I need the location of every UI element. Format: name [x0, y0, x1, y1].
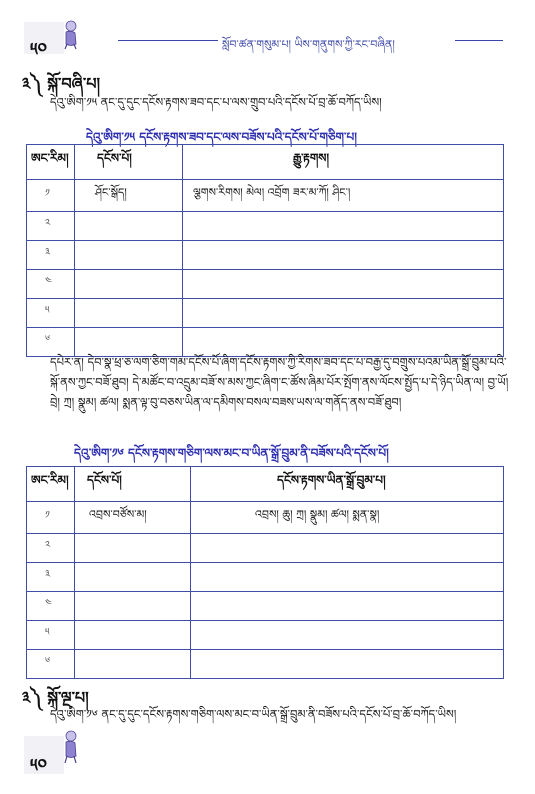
row-number: ༡	[27, 502, 75, 534]
material-cell[interactable]	[191, 534, 504, 563]
material-cell[interactable]	[191, 650, 504, 679]
page-number: ༥༠	[30, 40, 47, 60]
row-number: ༥	[27, 621, 75, 650]
section-intro	[24, 704, 514, 724]
section-intro	[24, 92, 514, 112]
paragraph-text: དཔེར་ན། དེབ་སྣ་ཕྲ་ཅ་ལག་ཅིག་གམ་དངོས་པོ་ཞིག་དངོས་རྟགས་ཀྱི་རིགས་ཟབ་དང་པ་བརྒྱ་དུ་བགྲུས་པའམ་ཡིན་སྒྲོ་བྲུམ་པའི་སྐོ་ནས་ཀྱང་བཟོ་ཐུབ། དེ་མཚོང་བ་འདྲུམ་བཟོ་ས་མས་ཀྱང་ཞིག་ང་ཚོས་ཞིམ་པོར་སྤོག་ནས་ལོངས་སྤྱོད་པ་དེ་ཉིད་ཡིན་ལ། བྱ་ཡོ། བྲེ། ཀྲ། སྣུམ། ཚལ། སྨན་ལྟ་བུ་བཅས་ཡིན་ལ་དམིགས་བསལ་བཟས་ཡས་ལ་གནོད་ནས་བཟོ་ཐུབ།	[50, 355, 509, 409]
table-caption: དེའུ་ཨིག་༡༥ དངོས་རྟགས་ཟབ་དང་ལས་བཟོས་པའི་དངོས་པོ་གཅིག་པ།	[86, 130, 357, 144]
header-rule-left	[118, 40, 218, 41]
table-row	[27, 592, 504, 621]
footer-page-number: ༥༠	[30, 756, 47, 776]
object-cell: འབྲས་བཙོས་མ།	[75, 502, 191, 534]
row-number: ༤	[27, 592, 75, 621]
material-cell[interactable]	[183, 299, 504, 328]
material-cell[interactable]	[191, 563, 504, 592]
column-header: དངོས་པོ།	[75, 467, 191, 502]
table-row	[27, 212, 504, 241]
explanation-paragraph	[24, 352, 514, 412]
mixture-table	[26, 466, 504, 679]
object-cell[interactable]	[75, 621, 191, 650]
material-cell[interactable]	[183, 212, 504, 241]
row-number: ༢	[27, 212, 75, 241]
column-header: དངོས་པོ།	[75, 145, 183, 180]
object-cell[interactable]	[75, 241, 183, 270]
table-row	[27, 563, 504, 592]
object-cell[interactable]	[75, 592, 191, 621]
material-cell[interactable]	[191, 621, 504, 650]
section-title-4: ༣༽ སྐོ་བཞི་པ།	[22, 74, 101, 93]
table-header-row	[27, 467, 504, 502]
table-row	[27, 650, 504, 679]
table-row	[27, 299, 504, 328]
intro-text: དེའུ་ཨིག་༡༥ ནང་དུ་དུང་དངོས་རྟགས་ཟབ་དང་པ་ལས་གྲུབ་པའི་དངོས་པོ་བྲ་ཆོ་བཀོད་ཡིས།	[50, 95, 382, 109]
running-title: སློབ་ཚན་གསུམ་པ། ཡིས་གནུགས་ཀྱི་རང་བཞིན།	[222, 38, 395, 51]
table-row	[27, 180, 504, 212]
object-cell[interactable]	[75, 212, 183, 241]
row-number: ༣	[27, 241, 75, 270]
column-header: རྒྱུ་རྟགས།	[183, 145, 504, 180]
row-number: ༢	[27, 534, 75, 563]
row-number: ༦	[27, 328, 75, 357]
table-row	[27, 270, 504, 299]
column-header: ཨང་རིམ།	[27, 145, 75, 180]
material-cell: འབྲས། ཆུ། ཀྲ། སྣུམ། ཚལ། སྨན་སྣ།	[191, 502, 504, 534]
object-cell[interactable]	[75, 563, 191, 592]
row-number: ༤	[27, 270, 75, 299]
row-number: ༡	[27, 180, 75, 212]
page-header	[0, 14, 535, 60]
object-cell: ཤོང་སྒོད།	[75, 180, 183, 212]
table-row	[27, 502, 504, 534]
material-cell: ལྕགས་རིགས། མེལ། འབྲོག ཟར་མ་ཀོ། ཤིང་།	[183, 180, 504, 212]
object-cell[interactable]	[75, 650, 191, 679]
table-caption: དེའུ་ཨིག་༡༦ དངོས་རྟགས་གཅིག་ལས་མང་བ་ཡིན་སྒྲོ་བྲུམ་ནི་བཟོས་པའི་དངོས་པོ།	[74, 446, 389, 460]
table-header-row	[27, 145, 504, 180]
object-cell[interactable]	[75, 299, 183, 328]
material-cell[interactable]	[183, 270, 504, 299]
row-number: ༦	[27, 650, 75, 679]
column-header: དངོས་རྟགས་ཡིན་སྒྲོ་བྲུམ་པ།	[191, 467, 504, 502]
column-header: ཨང་རིམ།	[27, 467, 75, 502]
material-cell[interactable]	[183, 241, 504, 270]
material-table	[26, 144, 504, 357]
material-cell[interactable]	[191, 592, 504, 621]
cartoon-figure-icon	[60, 20, 80, 50]
object-cell[interactable]	[75, 270, 183, 299]
cartoon-figure-icon	[60, 730, 80, 764]
header-rule-right	[455, 40, 503, 41]
row-number: ༥	[27, 299, 75, 328]
intro-text: དེའུ་ཨིག་༡༦ ནང་དུ་དུང་དངོས་རྟགས་གཅིག་ལས་མང་བ་ཡིན་སྒྲོ་བྲུམ་ནི་བཟོས་པའི་དངོས་པོ་བྲ་ཆོ་བཀོད་ཡིས།	[50, 707, 457, 721]
table-row	[27, 534, 504, 563]
row-number: ༣	[27, 563, 75, 592]
object-cell[interactable]	[75, 534, 191, 563]
table-row	[27, 621, 504, 650]
section-title-5: ༣༽ སྐོ་ལྔ་པ།	[22, 688, 89, 707]
table-row	[27, 241, 504, 270]
